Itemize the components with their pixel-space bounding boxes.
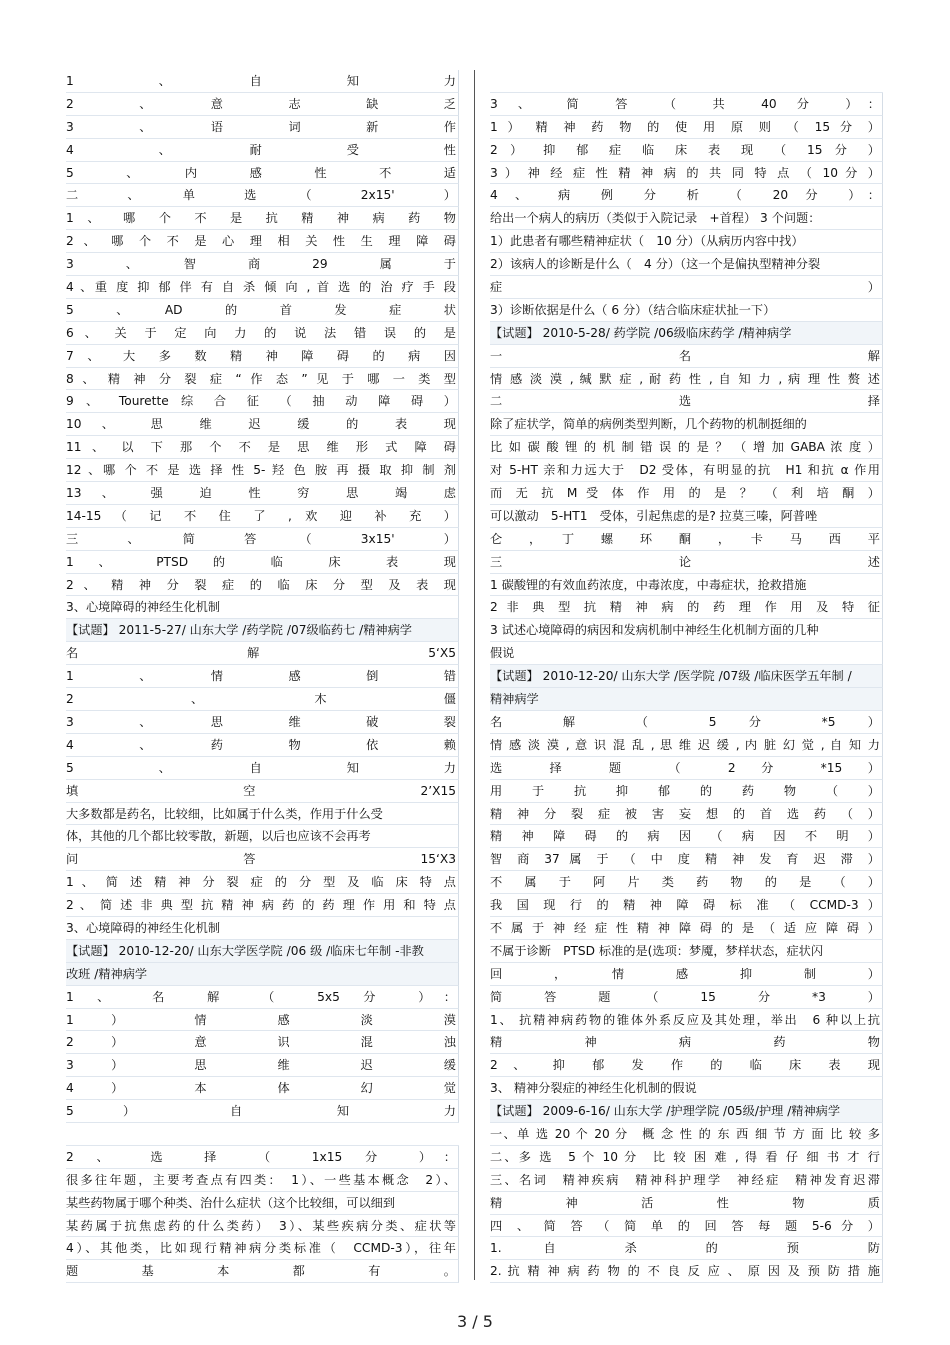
text-line: 一、单 选 20 个 20 分 概 念 性 的 东 西 细 节 方 面 比 较 多 [490,1123,883,1146]
text-line: 3 、 简 答 （ 共 40 分 ）： [490,93,883,116]
text-line: 13 、 强 迫 性 穷 思 竭 虑 [66,482,459,505]
text-line: 3 ） 思 维 迟 缓 [66,1054,459,1077]
text-line: 3 ） 神 经 症 性 精 神 病 的 共 同 特 点 （ 10 分 ） [490,162,883,185]
text-line: 1 、 情 感 倒 错 [66,665,459,688]
text-line: 14-15 （ 记 不 住 了 , 欢 迎 补 充 ） [66,505,459,528]
text-line: 问 答 15‘X3 [66,848,459,871]
text-line: 2 ） 抑 郁 症 临 床 表 现 （ 15 分 ） [490,139,883,162]
text-line: 12 、哪 个 不 是 选 择 性 5- 羟 色 胺 再 摄 取 抑 制 剂 [66,459,459,482]
text-line: 给出一个病人的病历（类似于入院记录 +首程） 3 个问题： [490,207,883,230]
text-line: 1 、 名 解 （ 5x5 分 ）： [66,986,459,1009]
text-line: 4 ） 本 体 幻 觉 [66,1077,459,1100]
text-line: 四 、 简 答 （ 简 单 的 回 答 每 题 5-6 分 ） [490,1215,883,1238]
text-line: 大多数都是药名，比较细，比如属于什么类，作用于什么受 [66,803,459,826]
text-line: 比 如 碳 酸 锂 的 机 制 错 误 的 是 ？ （ 增 加 GABA 浓 度 ） [490,436,883,459]
exam-header-line: 精神病学 [490,688,883,711]
text-line: 2. 抗 精 神 病 药 物 的 不 良 反 应 、 原 因 及 预 防 措 施 [490,1260,883,1283]
text-line: 4 、 耐 受 性 [66,139,459,162]
text-line: 2 、 哪 个 不 是 心 理 相 关 性 生 理 障 碍 [66,230,459,253]
text-line: 1 ） 情 感 淡 漠 [66,1009,459,1032]
text-line: 9 、 Tourette 综 合 征 （ 抽 动 障 碍 ） [66,390,459,413]
text-line: 填 空 2’X15 [66,780,459,803]
text-line: 名 解 （ 5 分 *5 ） [490,711,883,734]
text-line: 对 5-HT 亲和力远大于 D2 受体，有明显的抗 H1 和抗 α 作用 [490,459,883,482]
text-line: 4 、 药 物 依 赖 [66,734,459,757]
exam-header-line: 【试题】 2010-5-28/ 药学院 /06级临床药学 /精神病学 [490,322,883,345]
text-line: 2 、 抑 郁 发 作 的 临 床 表 现 [490,1054,883,1077]
text-line: 精 神 病 药 物 [490,1031,883,1054]
text-line: 11 、 以 下 那 个 不 是 思 维 形 式 障 碍 [66,436,459,459]
text-line: 二、多 选 5 个 10 分 比 较 困 难 , 得 看 仔 细 书 才 行 [490,1146,883,1169]
text-line: 情 感 淡 漠 , 缄 默 症 , 耐 药 性 , 自 知 力 , 病 理 性 赘 述 [490,368,883,391]
text-line: 不 属 于 阿 片 类 药 物 的 是 （ ） [490,871,883,894]
text-line: 1、 抗精神病药物的锥体外系反应及其处理，举出 6 种以上抗 [490,1009,883,1032]
text-line [490,70,883,93]
text-line: 2 、 选 择 （ 1x15 分 ）： [66,1146,459,1169]
text-line: 三 、 简 答 （ 3x15' ） [66,528,459,551]
text-line: 2 非 典 型 抗 精 神 病 的 药 理 作 用 及 特 征 [490,596,883,619]
text-line: 2 、 意 志 缺 乏 [66,93,459,116]
text-line: 很多往年题，主要考查点有四类： 1）、一些基本概念 2）、 [66,1169,459,1192]
page-number: 3 / 5 [457,1312,493,1331]
text-line: 简 答 题 （ 15 分 *3 ） [490,986,883,1009]
exam-header-line: 【试题】 2010-12-20/ 山东大学医学院 /06 级 /临床七年制 -非教 [66,940,459,963]
text-line: 4 、 病 例 分 析 （ 20 分 ）： [490,184,883,207]
text-line: 而 无 抗 M 受 体 作 用 的 是 ？ （ 利 培 酮 ） [490,482,883,505]
text-line: 6 、 关 于 定 向 力 的 说 法 错 误 的 是 [66,322,459,345]
text-line: 不 属 于 神 经 症 性 精 神 障 碍 的 是 （ 适 应 障 碍 ） [490,917,883,940]
text-line: 3 、 思 维 破 裂 [66,711,459,734]
text-line: 3 试述心境障碍的病因和发病机制中神经生化机制方面的几种 [490,619,883,642]
text-line: 精 神 障 碍 的 病 因 （ 病 因 不 明 ） [490,825,883,848]
text-line: 5 、 自 知 力 [66,757,459,780]
text-line: 1 、 简 述 精 神 分 裂 症 的 分 型 及 临 床 特 点 [66,871,459,894]
text-line: 5 、 AD 的 首 发 症 状 [66,299,459,322]
text-line: 3、心境障碍的神经生化机制 [66,917,459,940]
text-line: 情 感 淡 漠 , 意 识 混 乱 , 思 维 迟 缓 , 内 脏 幻 觉 , 自 知 力 [490,734,883,757]
text-line: 2 ） 意 识 混 浊 [66,1031,459,1054]
text-line: 2 、 木 僵 [66,688,459,711]
text-line: 可以激动 5-HT1 受体，引起焦虑的是? 拉莫三嗪，阿普唑 [490,505,883,528]
text-line: 选 择 题 （ 2 分 *15 ） [490,757,883,780]
text-line: 名 解 5‘X5 [66,642,459,665]
exam-header-line: 【试题】 2009-6-16/ 山东大学 /护理学院 /05级/护理 /精神病学 [490,1100,883,1123]
text-line: 5 ） 自 知 力 [66,1100,459,1123]
text-line: 2 、 简 述 非 典 型 抗 精 神 病 药 的 药 理 作 用 和 特 点 [66,894,459,917]
text-line: 二 、 单 选 （ 2x15' ） [66,184,459,207]
text-line: 7 、 大 多 数 精 神 障 碍 的 病 因 [66,345,459,368]
text-line: 2 、 精 神 分 裂 症 的 临 床 分 型 及 表 现 [66,574,459,597]
text-line: 假说 [490,642,883,665]
text-line: 3 、 语 词 新 作 [66,116,459,139]
text-line: 1 、 哪 个 不 是 抗 精 神 病 药 物 [66,207,459,230]
text-line: 3）诊断依据是什么（ 6 分）（结合临床症状扯一下） [490,299,883,322]
text-line: 10 、 思 维 迟 缓 的 表 现 [66,413,459,436]
text-line: 1 、 自 知 力 [66,70,459,93]
text-line: 用 于 抗 抑 郁 的 药 物 （ ） [490,780,883,803]
text-line: 三、名词 精神疾病 精神科护理学 神经症 精神发育迟滞 [490,1169,883,1192]
text-line: 3、 精神分裂症的神经生化机制的假说 [490,1077,883,1100]
text-line: 三 论 述 [490,551,883,574]
text-line: 1）此患者有哪些精神症状（ 10 分）（从病历内容中找） [490,230,883,253]
column-divider [474,70,475,1280]
text-line: 某些药物属于哪个种类、治什么症状（这个比较细，可以细到 [66,1192,459,1215]
right-text-column [490,70,883,1283]
text-line: 3、心境障碍的神经生化机制 [66,596,459,619]
text-line: 4）、其他类，比如现行精神病分类标准（ CCMD-3），往年 [66,1237,459,1260]
text-line: 1. 自 杀 的 预 防 [490,1237,883,1260]
text-line: 精 神 分 裂 症 被 害 妄 想 的 首 选 药 （ ） [490,803,883,826]
text-line: 体，其他的几个都比较零散，新题，以后也应该不会再考 [66,825,459,848]
text-line [66,1123,459,1146]
text-line: 3 、 智 商 29 属 于 [66,253,459,276]
text-line: 题 基 本 都 有 。 [66,1260,459,1283]
text-line: 除了症状学，简单的病例类型判断，几个药物的机制挺细的 [490,413,883,436]
text-line: 4 、重 度 抑 郁 伴 有 自 杀 倾 向 , 首 选 的 治 疗 手 段 [66,276,459,299]
text-line: 回 ， 情 感 抑 制 ） [490,963,883,986]
text-line: 二 选 择 [490,390,883,413]
text-line: 一 名 解 [490,345,883,368]
text-line: 仑 ， 丁 螺 环 酮 ， 卡 马 西 平 [490,528,883,551]
left-text-column [66,70,459,1283]
text-line: 智 商 37 属 于 （ 中 度 精 神 发 育 迟 滞 ） [490,848,883,871]
text-line: 1 、 PTSD 的 临 床 表 现 [66,551,459,574]
text-line: 不属于诊断 PTSD 标准的是(选项：梦魇，梦样状态，症状闪 [490,940,883,963]
text-line: 精 神 活 性 物 质 [490,1192,883,1215]
text-line: 1 ） 精 神 药 物 的 使 用 原 则 （ 15 分 ） [490,116,883,139]
exam-header-line: 【试题】 2010-12-20/ 山东大学 /医学院 /07级 /临床医学五年制 / [490,665,883,688]
text-line: 我 国 现 行 的 精 神 障 碍 标 准 （ CCMD-3 ） [490,894,883,917]
text-line: 8 、 精 神 分 裂 症 “ 作 态 ” 见 于 哪 一 类 型 [66,368,459,391]
exam-header-line: 【试题】 2011-5-27/ 山东大学 /药学院 /07级临药七 /精神病学 [66,619,459,642]
text-line: 2）该病人的诊断是什么（ 4 分）（这一个是偏执型精神分裂 [490,253,883,276]
text-line: 1 碳酸锂的有效血药浓度，中毒浓度，中毒症状，抢救措施 [490,574,883,597]
text-line: 症 ） [490,276,883,299]
text-line: 某药属于抗焦虑药的什么类药） 3）、某些疾病分类、症状等 [66,1215,459,1238]
exam-header-line: 改班 /精神病学 [66,963,459,986]
text-line: 5 、 内 感 性 不 适 [66,162,459,185]
